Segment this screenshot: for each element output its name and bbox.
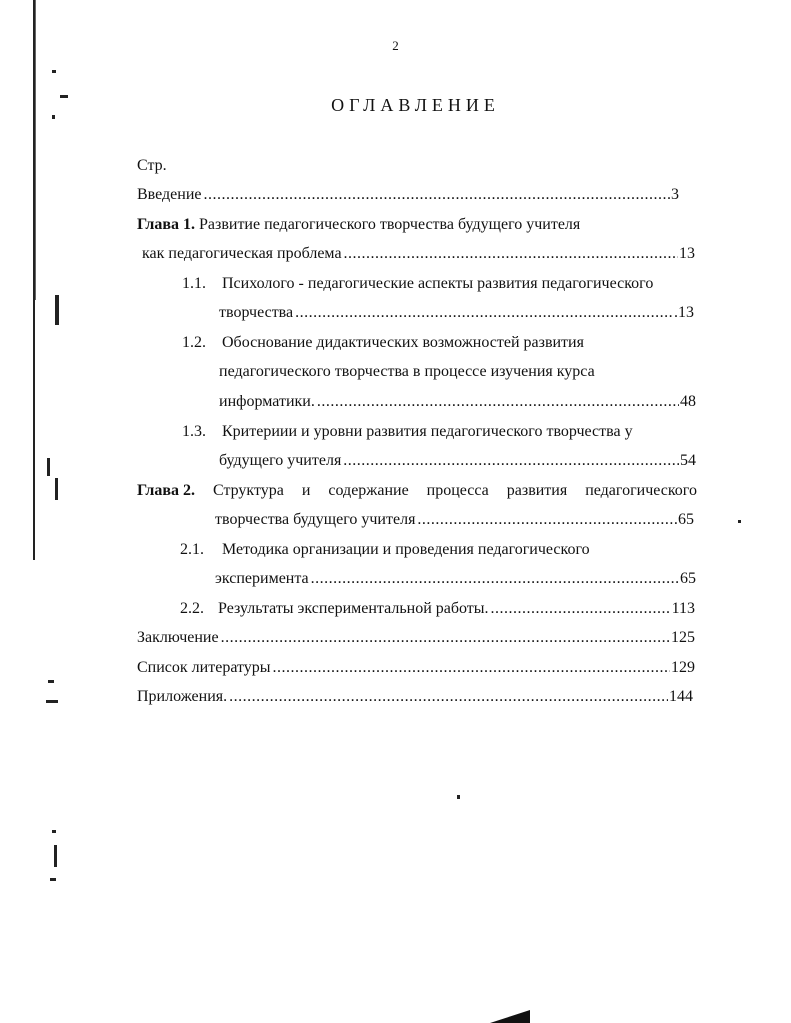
toc-leader-dots: [417, 511, 677, 529]
toc-leader-dots: [273, 659, 670, 677]
toc-leader-dots: [317, 393, 679, 411]
toc-page-number: 3: [671, 186, 679, 203]
toc-label: Список литературы: [137, 659, 271, 676]
scan-speck: [457, 795, 460, 799]
toc-label: Критериии и уровни развития педагогического творчества у: [222, 423, 633, 440]
toc-page-number: 65: [680, 570, 696, 587]
toc-word: и: [301, 482, 311, 499]
section-number: 1.1.: [182, 275, 206, 292]
scan-corner-mark: [490, 1010, 530, 1023]
toc-label: Развитие педагогического творчества будущего учителя: [199, 216, 581, 233]
toc-leader-dots: [221, 629, 670, 647]
scan-speck: [48, 680, 54, 683]
section-number: 1.3.: [182, 423, 206, 440]
toc-leader-dots: [344, 245, 678, 263]
scan-speck: [47, 458, 50, 476]
page-number: 2: [392, 38, 399, 53]
page-column-label: Стр.: [137, 157, 167, 174]
section-number: 2.2.: [180, 600, 204, 617]
toc-leader-dots: [343, 452, 679, 470]
toc-entry-chapter-2: [137, 482, 697, 500]
toc-leader-dots: [491, 600, 671, 618]
toc-entry-appendices: [137, 688, 693, 706]
toc-entry-section-1-2: [182, 334, 584, 352]
toc-entry-references: [137, 659, 695, 677]
toc-page-number: 125: [671, 629, 695, 646]
chapter-prefix: Глава 1.: [137, 216, 195, 233]
toc-entry-intro: [137, 186, 679, 204]
toc-label: Обоснование дидактических возможностей развития: [222, 334, 584, 351]
scan-speck: [738, 520, 741, 523]
toc-entry-chapter-1: [137, 216, 580, 234]
toc-page-number: 48: [680, 393, 696, 410]
toc-entry-section-1-2-cont: [219, 393, 696, 411]
toc-entry-section-1-3: [182, 423, 633, 441]
toc-word: Структура: [212, 482, 284, 499]
toc-label: Приложения.: [137, 688, 228, 705]
toc-word: содержание: [328, 482, 409, 499]
toc-page-number: 113: [671, 600, 695, 617]
toc-page-number: .13: [674, 304, 694, 321]
scan-speck: [54, 845, 57, 867]
chapter-prefix: Глава 2.: [137, 482, 195, 499]
toc-label: эксперимента: [215, 570, 309, 587]
toc-label: Психолого - педагогические аспекты развития педагогического: [222, 275, 654, 292]
toc-label: творчества: [219, 304, 294, 321]
toc-label: Результаты экспериментальной работы.: [218, 600, 489, 617]
toc-leader-dots: [204, 186, 671, 204]
scan-speck: [46, 700, 58, 703]
toc-label: будущего учителя: [219, 452, 342, 469]
scan-speck: [55, 295, 59, 325]
toc-leader-dots: [229, 688, 668, 706]
toc-leader-dots: [295, 304, 673, 322]
section-number: 2.1.: [180, 541, 204, 558]
scan-speck: [50, 878, 56, 881]
section-number: 1.2.: [182, 334, 206, 351]
toc-label: Методика организации и проведения педагогического: [222, 541, 590, 558]
toc-word: педагогического: [585, 482, 697, 499]
toc-page-number: 65: [678, 511, 694, 528]
toc-entry-conclusion: [137, 629, 695, 647]
scan-speck: [55, 478, 58, 500]
toc-label: информатики.: [219, 393, 315, 410]
toc-label: творчества будущего учителя: [215, 511, 416, 528]
toc-entry-section-1-1-cont: [219, 304, 694, 322]
toc-entry-chapter-1-cont: [142, 245, 695, 263]
scan-speck: [52, 830, 56, 833]
toc-leader-dots: [311, 570, 679, 588]
toc-label: Заключение: [137, 629, 219, 646]
toc-page-number: 144: [669, 688, 693, 705]
toc-word: развития: [506, 482, 568, 499]
toc-label: как педагогическая проблема: [142, 245, 342, 262]
toc-entry-chapter-2-cont: [215, 511, 694, 529]
toc-entry-section-1-3-cont: [219, 452, 696, 470]
toc-entry-section-2-1: [180, 541, 590, 559]
toc-entry-section-1-1: [182, 275, 653, 293]
toc-page-number: 13: [679, 245, 695, 262]
toc-entry-section-2-2: [180, 600, 695, 618]
toc-word: процесса: [426, 482, 489, 499]
toc-entry-section-1-2-line2: педагогического творчества в процессе изучения курса: [219, 363, 595, 380]
toc-entry-section-2-1-cont: [215, 570, 696, 588]
toc-label: Введение: [137, 186, 202, 203]
toc-page-number: 129: [671, 659, 695, 676]
scan-speck: [52, 70, 56, 73]
toc-page-number: 54: [680, 452, 696, 469]
page-title: ОГЛАВЛЕНИЕ: [331, 95, 500, 115]
